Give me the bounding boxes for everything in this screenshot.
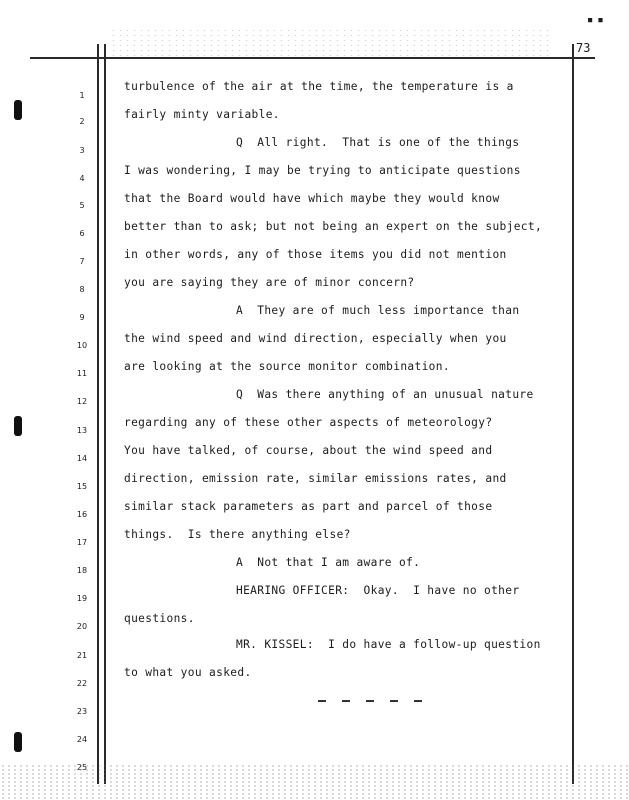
line-number: 13 xyxy=(76,426,88,435)
transcript-line: You have talked, of course, about the wind speed and xyxy=(124,444,493,457)
line-number: 17 xyxy=(76,538,88,547)
transcript-line: better than to ask; but not being an expert on the subject, xyxy=(124,220,543,233)
transcript-line: A They are of much less importance than xyxy=(236,304,520,317)
punch-hole-top xyxy=(14,100,22,120)
punch-hole-bottom xyxy=(14,732,22,752)
transcript-line: that the Board would have which maybe they would know xyxy=(124,192,500,205)
line-number: 15 xyxy=(76,482,88,491)
line-number: 21 xyxy=(76,651,88,660)
line-number: 19 xyxy=(76,594,88,603)
transcript-line: similar stack parameters as part and parcel of those xyxy=(124,500,493,513)
top-rule xyxy=(30,57,595,59)
transcript-line: regarding any of these other aspects of meteorology? xyxy=(124,416,493,429)
line-number: 20 xyxy=(76,622,88,631)
line-number: 18 xyxy=(76,566,88,575)
line-number: 10 xyxy=(76,341,88,350)
line-number: 5 xyxy=(79,201,85,210)
line-number: 16 xyxy=(76,510,88,519)
transcript-line: Q Was there anything of an unusual nature xyxy=(236,388,534,401)
line-number: 25 xyxy=(76,763,88,772)
right-margin-rule xyxy=(572,44,574,784)
page-number: 73 xyxy=(576,41,591,55)
line-number: 22 xyxy=(76,679,88,688)
transcript-line: Q All right. That is one of the things xyxy=(236,136,520,149)
line-number: 2 xyxy=(79,117,85,126)
corner-mark: ■ ■ xyxy=(588,16,604,24)
line-number: 24 xyxy=(76,735,88,744)
transcript-line: things. Is there anything else? xyxy=(124,528,351,541)
line-number: 23 xyxy=(76,707,88,716)
transcript-line: in other words, any of those items you did not mention xyxy=(124,248,507,261)
transcript-line: I was wondering, I may be trying to anticipate questions xyxy=(124,164,521,177)
line-number: 14 xyxy=(76,454,88,463)
scan-noise-bottom xyxy=(0,764,629,800)
transcript-line: HEARING OFFICER: Okay. I have no other xyxy=(236,584,520,597)
line-number: 8 xyxy=(79,285,85,294)
line-number: 9 xyxy=(79,313,85,322)
line-number: 6 xyxy=(79,229,85,238)
line-number: 11 xyxy=(76,369,88,378)
scan-noise-top xyxy=(110,28,550,56)
line-number: 12 xyxy=(76,397,88,406)
transcript-line: questions. xyxy=(124,612,195,625)
left-margin-rule-outer xyxy=(97,44,99,784)
end-dashes xyxy=(318,700,438,702)
transcript-line: A Not that I am aware of. xyxy=(236,556,421,569)
line-number: 3 xyxy=(79,146,85,155)
line-number: 7 xyxy=(79,257,85,266)
line-number: 1 xyxy=(79,91,85,100)
transcript-line: are looking at the source monitor combination. xyxy=(124,360,450,373)
transcript-line: to what you asked. xyxy=(124,666,252,679)
transcript-line: the wind speed and wind direction, especially when you xyxy=(124,332,507,345)
transcript-line: MR. KISSEL: I do have a follow-up question xyxy=(236,638,541,651)
line-number: 4 xyxy=(79,174,85,183)
punch-hole-middle xyxy=(14,416,22,436)
transcript-line: direction, emission rate, similar emissions rates, and xyxy=(124,472,507,485)
transcript-line: you are saying they are of minor concern? xyxy=(124,276,415,289)
left-margin-rule-inner xyxy=(104,44,106,784)
transcript-line: turbulence of the air at the time, the temperature is a xyxy=(124,80,514,93)
transcript-line: fairly minty variable. xyxy=(124,108,280,121)
